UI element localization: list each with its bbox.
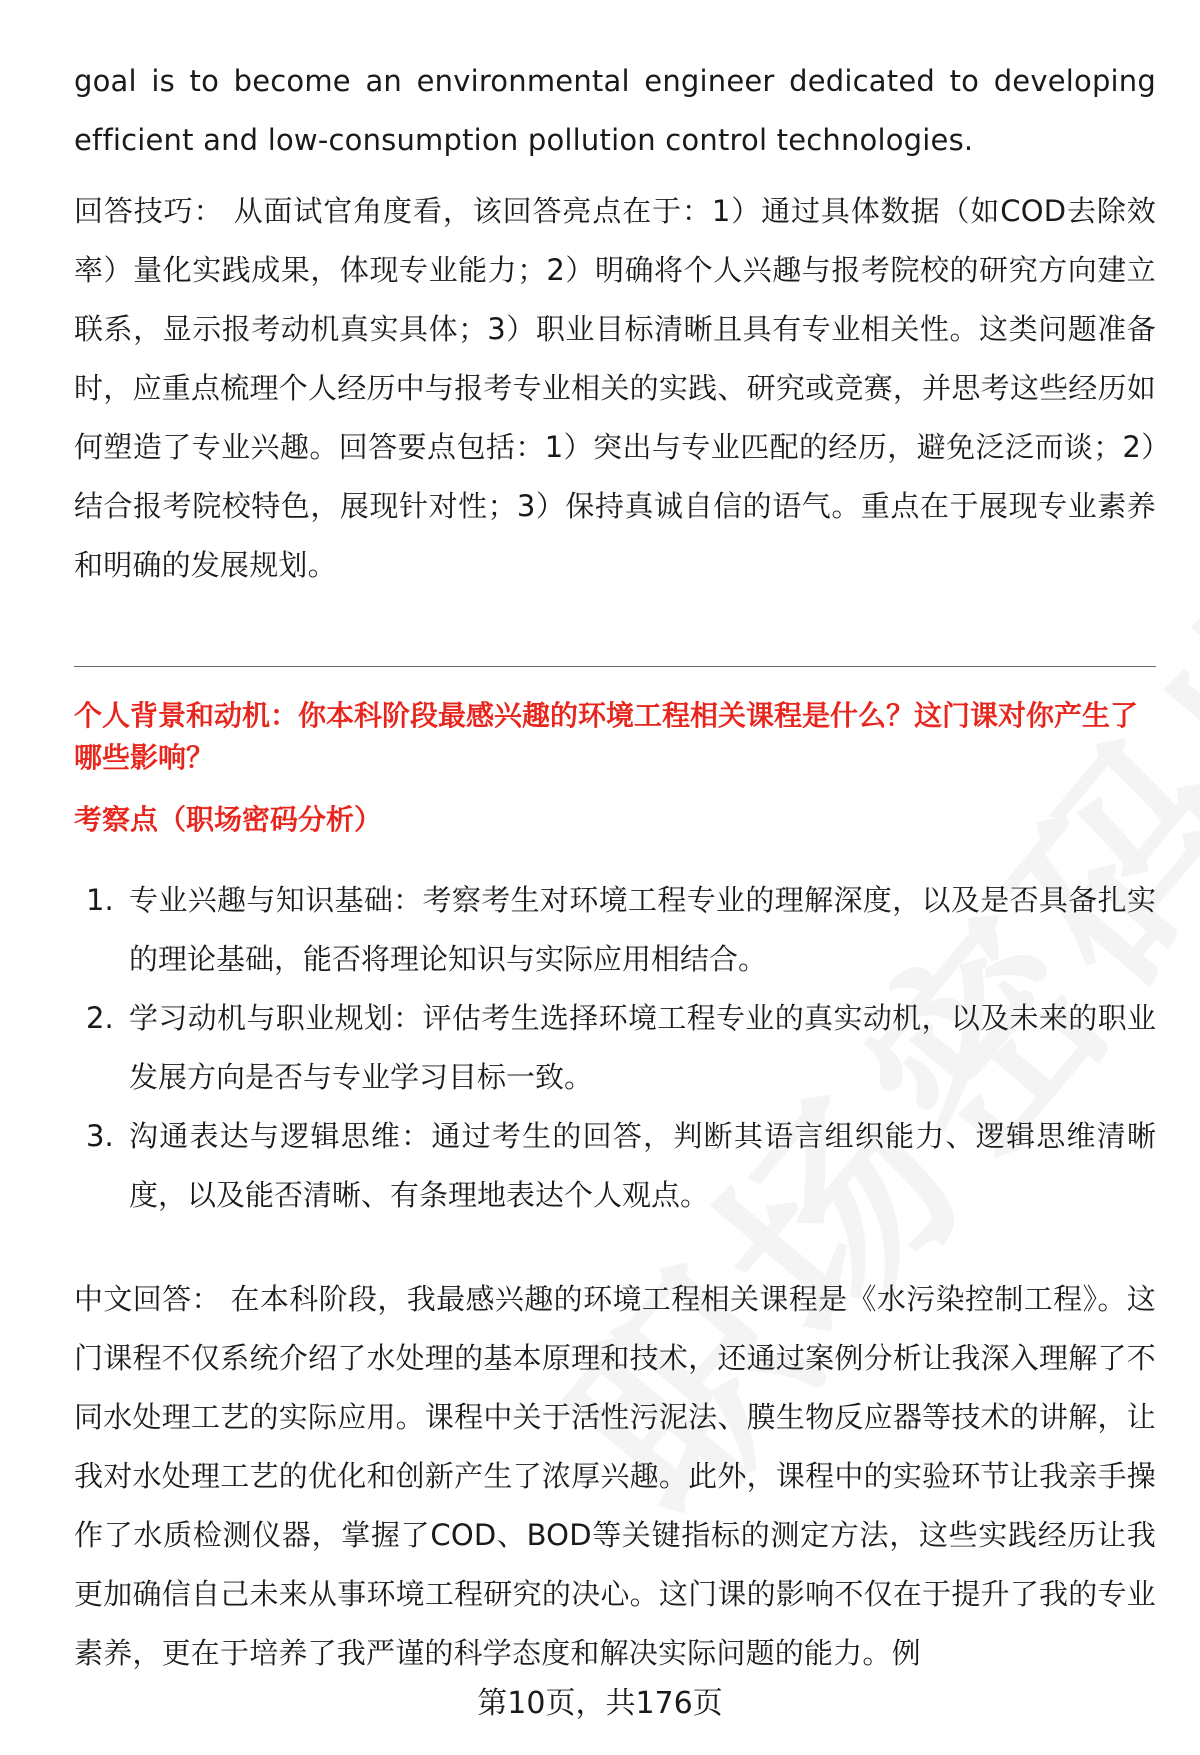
point-number: 3. — [86, 1119, 114, 1153]
chinese-answer-paragraph: 中文回答： 在本科阶段，我最感兴趣的环境工程相关课程是《水污染控制工程》。这门课程不仅系统介绍了水处理的基本原理和技术，还通过案例分析让我深入理解了不同水处理工艺的实际应用。课程中关于活性污泥法、膜生物反应器等技术的讲解，让我对水处理工艺的优化和创新产生了浓厚兴趣。此外，课程中的实验环节让我亲手操作了水质检测仪器，掌握了COD、BOD等关键指标的测定方法，这些实践经历让我更加确信自己未来从事环境工程研究的决心。这门课的影响不仅在于提升了我的专业素养，更在于培养了我严谨的科学态度和解决实际问题的能力。例 — [74, 1282, 1156, 1670]
assessment-point — [74, 871, 1156, 989]
chinese-answer-section — [74, 1270, 1156, 1683]
point-text: 专业兴趣与知识基础：考察考生对环境工程专业的理解深度，以及是否具备扎实的理论基础，能否将理论知识与实际应用相结合。 — [129, 883, 1156, 976]
assessment-points-list — [74, 871, 1156, 1225]
point-text: 学习动机与职业规划：评估考生选择环境工程专业的真实动机，以及未来的职业发展方向是否与专业学习目标一致。 — [129, 1001, 1156, 1094]
point-number: 2. — [86, 1001, 114, 1035]
question-heading: 个人背景和动机：你本科阶段最感兴趣的环境工程相关课程是什么？这门课对你产生了哪些影响？ — [74, 699, 1139, 774]
answer-tips-paragraph: 回答技巧： 从面试官角度看，该回答亮点在于：1）通过具体数据（如COD去除效率）量化实践成果，体现专业能力；2）明确将个人兴趣与报考院校的研究方向建立联系，显示报考动机真实具体；3）职业目标清晰且具有专业相关性。这类问题准备时，应重点梳理个人经历中与报考专业相关的实践、研究或竞赛，并思考这些经历如何塑造了专业兴趣。回答要点包括：1）突出与专业匹配的经历，避免泛泛而谈；2）结合报考院校特色，展现针对性；3）保持真诚自信的语气。重点在于展现专业素养和明确的发展规划。 — [74, 194, 1156, 582]
question-section — [74, 695, 1156, 1225]
points-heading: 考察点（职场密码分析） — [74, 803, 383, 836]
section-divider — [74, 666, 1156, 667]
english-answer-ending: goal is to become an environmental engineer dedicated to developing efficient and low-consumption pollution control technologies. — [74, 64, 1156, 157]
assessment-point — [74, 989, 1156, 1107]
point-text: 沟通表达与逻辑思维：通过考生的回答，判断其语言组织能力、逻辑思维清晰度，以及能否清晰、有条理地表达个人观点。 — [129, 1119, 1156, 1212]
page-footer: 第10页，共176页 — [477, 1686, 723, 1721]
point-number: 1. — [86, 883, 114, 917]
assessment-point — [74, 1107, 1156, 1225]
intro-section — [74, 52, 1156, 595]
